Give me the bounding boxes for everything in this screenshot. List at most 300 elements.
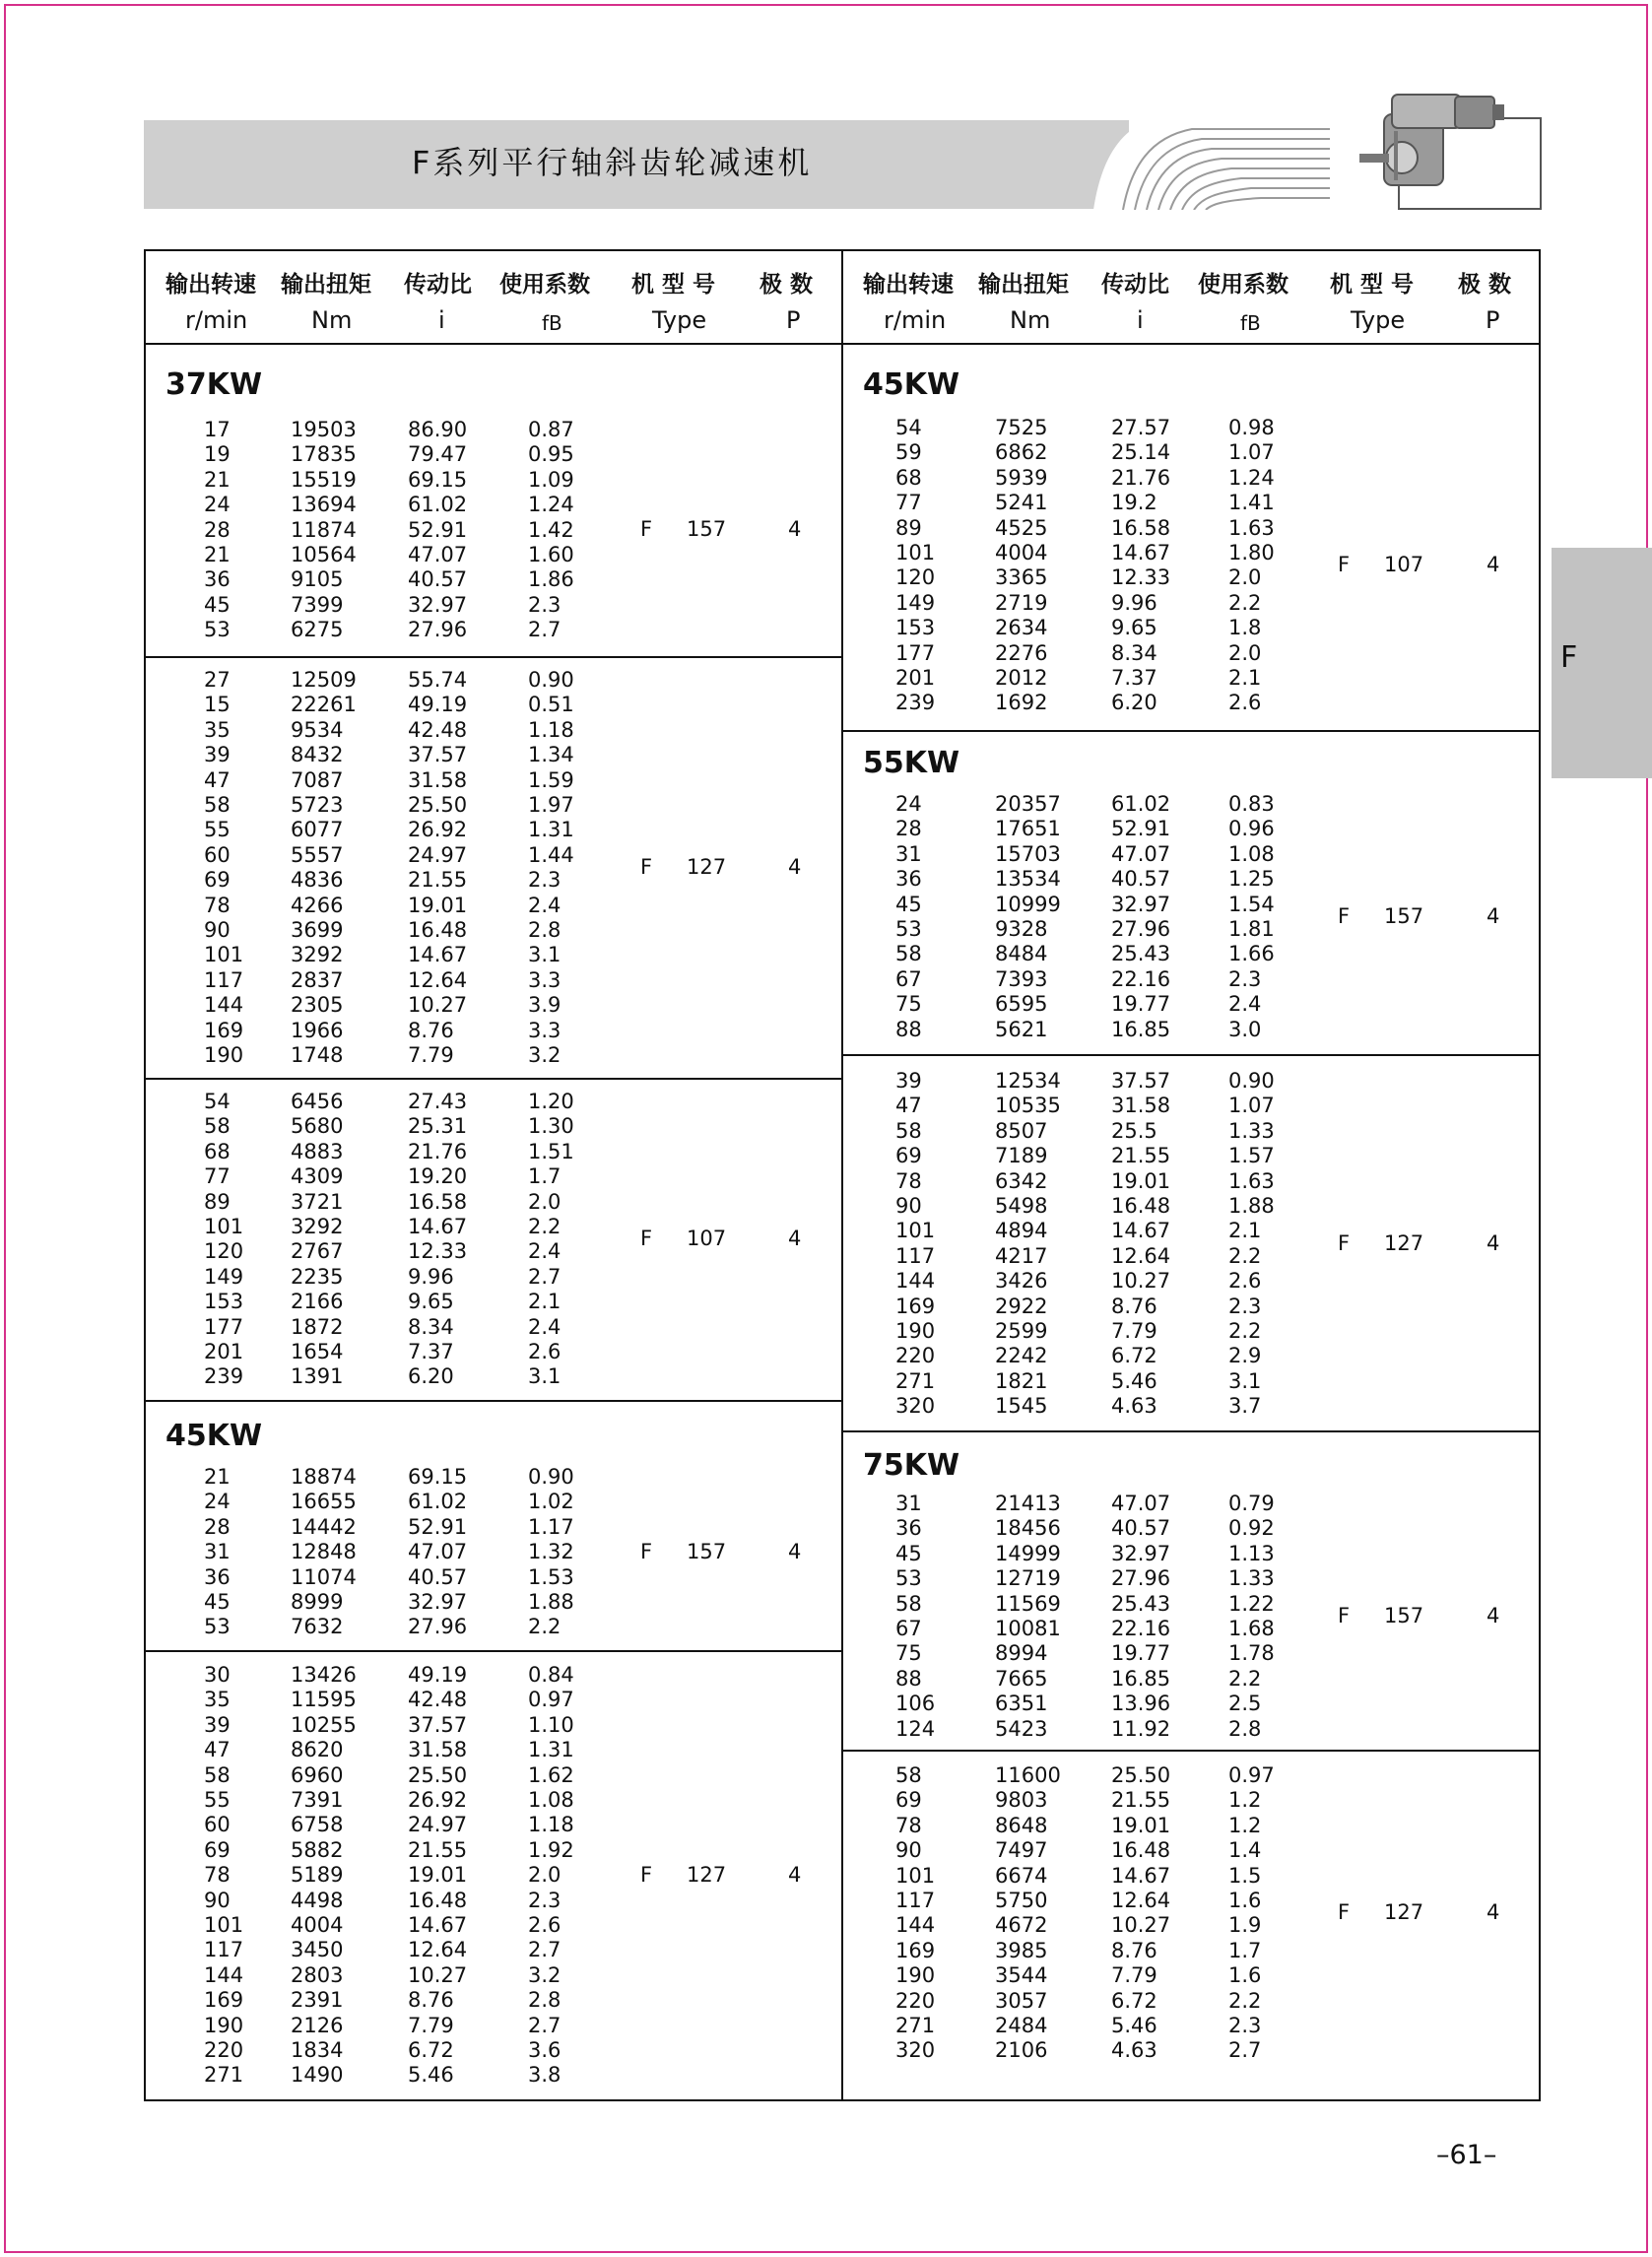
torque-cell: 6456 [291,1090,344,1113]
speed-cell: 60 [204,842,231,867]
service-factor-cell: 3.8 [528,2063,562,2088]
torque-cell: 2126 [291,2013,344,2037]
ratio-cell: 8.34 [408,1314,454,1339]
type-size: 127 [1384,1900,1424,1925]
speed-cell: 149 [204,1264,244,1289]
torque-cell: 5423 [995,1716,1048,1741]
torque-cell: 7665 [995,1666,1048,1691]
torque-cell: 8484 [995,942,1048,966]
section-separator [842,730,1541,732]
service-factor-cell: 0.95 [528,442,574,467]
torque-cell: 3057 [995,1988,1048,2013]
ratio-cell: 16.48 [1111,1194,1171,1218]
ratio-cell: 8.34 [1111,640,1157,665]
speed-cell: 271 [895,1368,936,1393]
service-factor-cell: 2.8 [528,1988,562,2013]
ratio-cell: 27.96 [1111,917,1171,941]
torque-cell: 22261 [291,693,357,717]
service-factor-cell: 1.6 [1228,1889,1262,1912]
poles-value: 4 [788,1227,802,1251]
speed-cell: 144 [895,1913,936,1938]
speed-cell: 36 [895,867,922,892]
ratio-cell: 12.33 [1111,565,1171,590]
service-factor-cell: 2.4 [528,1239,562,1264]
service-factor-cell: 2.4 [1228,992,1262,1017]
ratio-cell: 26.92 [408,1788,468,1812]
torque-cell: 10255 [291,1712,357,1737]
ratio-cell: 22.16 [1111,966,1171,991]
speed-cell: 117 [204,1938,244,1962]
ratio-cell: 22.16 [1111,1617,1171,1640]
speed-cell: 190 [204,2013,244,2037]
torque-cell: 7087 [291,767,344,792]
service-factor-cell: 2.4 [528,893,562,917]
torque-cell: 2276 [995,640,1048,665]
ratio-cell: 52.91 [408,1514,468,1539]
speed-cell: 77 [204,1164,231,1189]
side-tab-label: F [1560,640,1578,675]
service-factor-cell: 1.33 [1228,1118,1275,1143]
torque-cell: 13534 [995,867,1061,892]
ratio-cell: 12.64 [408,967,468,992]
torque-cell: 3292 [291,1215,344,1238]
speed-cell: 47 [895,1094,922,1118]
torque-cell: 8994 [995,1641,1048,1666]
service-factor-cell: 3.2 [528,1043,562,1067]
speed-cell: 53 [895,1566,922,1591]
page-title: F系列平行轴斜齿轮减速机 [412,144,813,181]
service-factor-cell: 1.8 [1228,616,1262,640]
service-factor-cell: 2.3 [1228,1294,1262,1318]
torque-cell: 15519 [291,467,357,492]
ratio-cell: 27.96 [408,618,468,642]
type-size: 157 [687,517,727,542]
column-divider [841,249,843,2101]
ratio-cell: 16.85 [1111,1017,1171,1041]
ratio-cell: 55.74 [408,668,468,692]
service-factor-cell: 1.09 [528,467,574,492]
torque-cell: 4309 [291,1164,344,1189]
ratio-cell: 16.48 [1111,1838,1171,1863]
torque-cell: 9803 [995,1788,1048,1813]
ratio-cell: 7.37 [1111,666,1157,690]
torque-cell: 4525 [995,515,1048,540]
speed-cell: 15 [204,693,231,717]
torque-cell: 2634 [995,616,1048,640]
torque-cell: 2719 [995,590,1048,615]
service-factor-cell: 1.17 [528,1514,574,1539]
speed-cell: 58 [895,1763,922,1787]
torque-cell: 6275 [291,618,344,642]
ratio-cell: 19.01 [1111,1168,1171,1193]
torque-cell: 10081 [995,1617,1061,1640]
poles-value: 4 [1487,553,1500,577]
service-factor-cell: 0.83 [1228,792,1275,816]
service-factor-cell: 2.0 [528,1189,562,1214]
ratio-cell: 42.48 [408,717,468,742]
torque-cell: 1966 [291,1018,344,1042]
torque-cell: 5680 [291,1114,344,1139]
service-factor-cell: 1.07 [1228,440,1275,465]
service-factor-cell: 1.88 [1228,1194,1275,1218]
speed-cell: 67 [895,966,922,991]
group-separator [144,656,842,658]
torque-cell: 1872 [291,1314,344,1339]
service-factor-cell: 1.18 [528,1813,574,1837]
ratio-cell: 10.27 [1111,1913,1171,1938]
service-factor-cell: 0.92 [1228,1516,1275,1541]
service-factor-cell: 2.3 [528,592,562,617]
speed-cell: 58 [895,1591,922,1616]
service-factor-cell: 1.10 [528,1712,574,1737]
header-poles: 极 数 [760,272,814,298]
speed-cell: 201 [204,1340,244,1363]
service-factor-cell: 1.5 [1228,1863,1262,1888]
ratio-cell: 14.67 [408,1215,468,1238]
speed-cell: 101 [204,1215,244,1238]
speed-cell: 106 [895,1692,936,1716]
ratio-cell: 37.57 [408,1712,468,1737]
unit-speed: r/min [185,306,248,334]
speed-cell: 89 [204,1189,231,1214]
speed-cell: 190 [895,1963,936,1988]
service-factor-cell: 2.4 [528,1314,562,1339]
speed-cell: 169 [204,1988,244,2013]
speed-cell: 36 [204,1564,231,1589]
speed-cell: 124 [895,1716,936,1741]
ratio-cell: 10.27 [408,993,468,1018]
torque-cell: 9105 [291,567,344,592]
speed-cell: 54 [895,416,922,439]
torque-cell: 5750 [995,1889,1048,1912]
service-factor-cell: 1.22 [1228,1591,1275,1616]
ratio-cell: 40.57 [1111,867,1171,892]
ratio-cell: 37.57 [1111,1069,1171,1093]
ratio-cell: 47.07 [1111,1492,1171,1515]
torque-cell: 11874 [291,517,357,542]
type-prefix: F [640,1227,653,1251]
ratio-cell: 24.97 [408,842,468,867]
torque-cell: 7399 [291,592,344,617]
unit-service-factor: fB [1240,311,1261,335]
speed-cell: 271 [895,2014,936,2037]
speed-cell: 69 [895,1144,922,1168]
service-factor-cell: 2.2 [528,1615,562,1639]
speed-cell: 36 [204,567,231,592]
torque-cell: 13694 [291,493,357,517]
torque-cell: 14999 [995,1541,1061,1565]
speed-cell: 190 [895,1319,936,1343]
type-prefix: F [1338,904,1351,928]
service-factor-cell: 1.32 [528,1540,574,1564]
torque-cell: 4217 [995,1243,1048,1268]
ratio-cell: 6.72 [408,2038,454,2062]
speed-cell: 45 [204,592,231,617]
ratio-cell: 32.97 [408,592,468,617]
torque-cell: 2391 [291,1988,344,2013]
ratio-cell: 6.72 [1111,1344,1157,1368]
ratio-cell: 27.57 [1111,416,1171,439]
service-factor-cell: 1.20 [528,1090,574,1113]
ratio-cell: 37.57 [408,743,468,767]
type-prefix: F [640,855,653,880]
speed-cell: 68 [895,465,922,490]
ratio-cell: 25.31 [408,1114,468,1139]
torque-cell: 7189 [995,1144,1048,1168]
service-factor-cell: 1.78 [1228,1641,1275,1666]
speed-cell: 55 [204,1788,231,1812]
ratio-cell: 40.57 [1111,1516,1171,1541]
ratio-cell: 19.01 [408,893,468,917]
torque-cell: 7497 [995,1838,1048,1863]
service-factor-cell: 1.24 [528,493,574,517]
ratio-cell: 12.64 [408,1938,468,1962]
speed-cell: 58 [204,1762,231,1787]
torque-cell: 2599 [995,1319,1048,1343]
ratio-cell: 8.76 [408,1988,454,2013]
ratio-cell: 12.64 [1111,1243,1171,1268]
service-factor-cell: 2.1 [1228,666,1262,690]
service-factor-cell: 1.97 [528,793,574,817]
header-ratio: 传动比 [404,272,472,298]
service-factor-cell: 1.92 [528,1837,574,1862]
type-prefix: F [1338,1900,1351,1925]
ratio-cell: 19.2 [1111,491,1157,515]
ratio-cell: 25.50 [1111,1763,1171,1787]
service-factor-cell: 0.98 [1228,416,1275,439]
header-service-factor: 使用系数 [1198,272,1289,298]
speed-cell: 45 [204,1590,231,1614]
speed-cell: 220 [895,1344,936,1368]
torque-cell: 4672 [995,1913,1048,1938]
ratio-cell: 31.58 [1111,1094,1171,1118]
ratio-cell: 16.58 [408,1189,468,1214]
poles-value: 4 [1487,1900,1500,1925]
type-size: 127 [687,855,727,880]
speed-cell: 144 [204,1962,244,1987]
torque-cell: 12534 [995,1069,1061,1093]
service-factor-cell: 1.57 [1228,1144,1275,1168]
speed-cell: 24 [895,792,922,816]
torque-cell: 6077 [291,818,344,842]
speed-cell: 190 [204,1043,244,1067]
service-factor-cell: 1.53 [528,1564,574,1589]
torque-cell: 18874 [291,1465,357,1489]
speed-cell: 120 [204,1239,244,1264]
ratio-cell: 49.19 [408,693,468,717]
ratio-cell: 61.02 [1111,792,1171,816]
ratio-cell: 69.15 [408,1465,468,1489]
speed-cell: 101 [204,1913,244,1937]
torque-cell: 1391 [291,1364,344,1389]
service-factor-cell: 1.42 [528,517,574,542]
header-output-speed: 输出转速 [863,272,954,298]
torque-cell: 4894 [995,1219,1048,1243]
speed-cell: 67 [895,1617,922,1640]
speed-cell: 58 [204,1114,231,1139]
header-type: 机 型 号 [1330,272,1415,298]
torque-cell: 1692 [995,691,1048,715]
ratio-cell: 21.55 [408,868,468,893]
speed-cell: 45 [895,892,922,916]
service-factor-cell: 0.84 [528,1663,574,1687]
ratio-cell: 21.55 [408,1837,468,1862]
torque-cell: 20357 [995,792,1061,816]
speed-cell: 88 [895,1666,922,1691]
ratio-cell: 13.96 [1111,1692,1171,1716]
poles-value: 4 [1487,904,1500,928]
torque-cell: 6351 [995,1692,1048,1716]
torque-cell: 14442 [291,1514,357,1539]
ratio-cell: 14.67 [408,943,468,967]
poles-value: 4 [788,1539,802,1563]
ratio-cell: 19.77 [1111,1641,1171,1666]
section-separator [144,1400,842,1402]
torque-cell: 4004 [995,541,1048,564]
service-factor-cell: 1.7 [528,1164,562,1189]
service-factor-cell: 2.1 [1228,1219,1262,1243]
ratio-cell: 6.72 [1111,1988,1157,2013]
torque-cell: 10999 [995,892,1061,916]
service-factor-cell: 1.24 [1228,465,1275,490]
service-factor-cell: 2.5 [1228,1692,1262,1716]
power-section-title: 75KW [863,1448,960,1483]
poles-value: 4 [788,855,802,880]
torque-cell: 3721 [291,1189,344,1214]
ratio-cell: 21.76 [408,1139,468,1163]
speed-cell: 28 [895,817,922,841]
service-factor-cell: 2.3 [1228,2014,1262,2037]
service-factor-cell: 3.3 [528,967,562,992]
service-factor-cell: 1.25 [1228,867,1275,892]
torque-cell: 8648 [995,1813,1048,1837]
torque-cell: 11600 [995,1763,1061,1787]
torque-cell: 2235 [291,1264,344,1289]
poles-value: 4 [1487,1230,1500,1255]
unit-ratio: i [1137,306,1144,334]
ratio-cell: 8.76 [1111,1938,1157,1962]
speed-cell: 271 [204,2063,244,2088]
speed-cell: 90 [204,918,231,942]
poles-value: 4 [1487,1604,1500,1627]
service-factor-cell: 1.2 [1228,1813,1262,1837]
type-prefix: F [1338,1230,1351,1255]
speed-cell: 69 [204,1837,231,1862]
ratio-cell: 9.65 [1111,616,1157,640]
type-size: 127 [1384,1230,1424,1255]
service-factor-cell: 1.07 [1228,1094,1275,1118]
unit-poles: P [1486,306,1500,334]
unit-speed: r/min [884,306,947,334]
ratio-cell: 7.79 [1111,1963,1157,1988]
type-size: 157 [1384,1604,1424,1627]
service-factor-cell: 2.0 [1228,640,1262,665]
torque-cell: 9328 [995,917,1048,941]
service-factor-cell: 2.7 [528,1938,562,1962]
torque-cell: 8507 [995,1118,1048,1143]
speed-cell: 220 [895,1988,936,2013]
service-factor-cell: 2.2 [1228,1319,1262,1343]
ratio-cell: 47.07 [1111,841,1171,866]
ratio-cell: 52.91 [1111,817,1171,841]
ratio-cell: 4.63 [1111,1394,1157,1419]
torque-cell: 1834 [291,2038,344,2062]
service-factor-cell: 2.7 [528,618,562,642]
torque-cell: 8999 [291,1590,344,1614]
ratio-cell: 24.97 [408,1813,468,1837]
service-factor-cell: 2.7 [528,1264,562,1289]
ratio-cell: 14.67 [1111,1863,1171,1888]
service-factor-cell: 1.08 [1228,841,1275,866]
torque-cell: 5882 [291,1837,344,1862]
speed-cell: 35 [204,717,231,742]
speed-cell: 30 [204,1663,231,1687]
poles-value: 4 [788,1862,802,1887]
service-factor-cell: 1.86 [528,567,574,592]
service-factor-cell: 1.80 [1228,541,1275,564]
torque-cell: 11569 [995,1591,1061,1616]
torque-cell: 17651 [995,817,1061,841]
speed-cell: 153 [204,1290,244,1314]
torque-cell: 2484 [995,2014,1048,2037]
ratio-cell: 6.20 [1111,691,1157,715]
torque-cell: 13426 [291,1663,357,1687]
speed-cell: 53 [204,1615,231,1639]
service-factor-cell: 2.2 [1228,590,1262,615]
service-factor-cell: 0.96 [1228,817,1275,841]
speed-cell: 149 [895,590,936,615]
torque-cell: 7525 [995,416,1048,439]
torque-cell: 11595 [291,1688,357,1712]
torque-cell: 12719 [995,1566,1061,1591]
torque-cell: 19503 [291,418,357,441]
header-output-torque: 输出扭矩 [281,272,371,298]
header-poles: 极 数 [1458,272,1512,298]
torque-cell: 2767 [291,1239,344,1264]
speed-cell: 101 [895,541,936,564]
torque-cell: 6862 [995,440,1048,465]
torque-cell: 5189 [291,1863,344,1888]
speed-cell: 75 [895,992,922,1017]
ratio-cell: 10.27 [1111,1269,1171,1294]
speed-cell: 35 [204,1688,231,1712]
service-factor-cell: 1.68 [1228,1617,1275,1640]
group-separator [144,1078,842,1080]
torque-cell: 2803 [291,1962,344,1987]
torque-cell: 2166 [291,1290,344,1314]
ratio-cell: 32.97 [1111,1541,1171,1565]
torque-cell: 2242 [995,1344,1048,1368]
ratio-cell: 25.5 [1111,1118,1157,1143]
torque-cell: 11074 [291,1564,357,1589]
header-output-torque: 输出扭矩 [978,272,1069,298]
torque-cell: 1490 [291,2063,344,2088]
ratio-cell: 16.48 [408,918,468,942]
ratio-cell: 12.33 [408,1239,468,1264]
torque-cell: 3365 [995,565,1048,590]
speed-cell: 21 [204,467,231,492]
speed-cell: 69 [204,868,231,893]
header-ratio: 传动比 [1101,272,1169,298]
speed-cell: 144 [204,993,244,1018]
ratio-cell: 9.96 [1111,590,1157,615]
speed-cell: 117 [204,967,244,992]
torque-cell: 5939 [995,465,1048,490]
speed-cell: 90 [204,1888,231,1912]
torque-cell: 1821 [995,1368,1048,1393]
service-factor-cell: 2.6 [528,1913,562,1937]
torque-cell: 9534 [291,717,344,742]
